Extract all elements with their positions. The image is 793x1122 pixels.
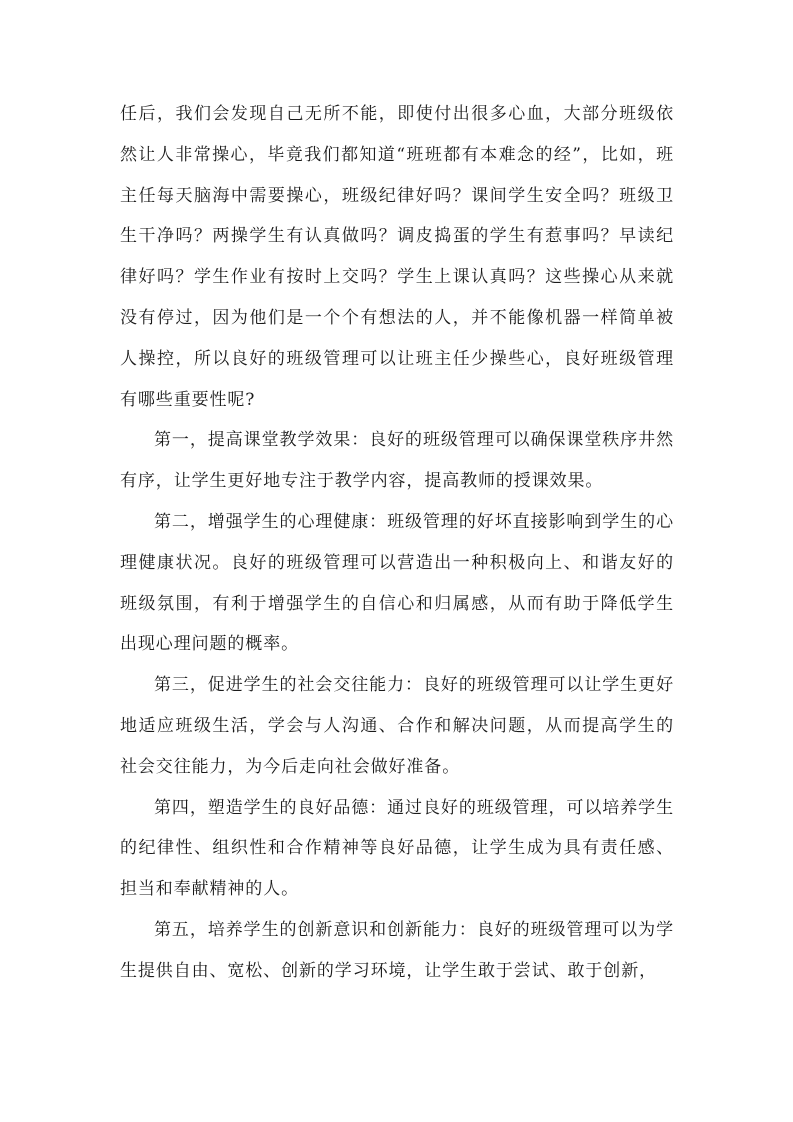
paragraph-point-3: 第三，促进学生的社会交往能力：良好的班级管理可以让学生更好地适应班级生活，学会与人沟通、合作和解决问题，从而提高学生的社会交往能力，为今后走向社会做好准备。 [120,675,674,777]
document-body [120,94,674,992]
paragraph-point-4: 第四，塑造学生的良好品德：通过良好的班级管理，可以培养学生的纪律性、组织性和合作精神等良好品德，让学生成为具有责任感、担当和奉献精神的人。 [120,797,674,900]
paragraph-point-5: 第五，培养学生的创新意识和创新能力：良好的班级管理可以为学生提供自由、宽松、创新的学习环境，让学生敢于尝试、敢于创新， [120,919,674,981]
paragraph-point-1: 第一，提高课堂教学效果：良好的班级管理可以确保课堂秩序井然有序，让学生更好地专注于教学内容，提高教师的授课效果。 [120,430,674,492]
paragraph-point-2: 第二，增强学生的心理健康：班级管理的好坏直接影响到学生的心理健康状况。良好的班级管理可以营造出一种积极向上、和谐友好的班级氛围，有利于增强学生的自信心和归属感，从而有助于降低学生出现心理问题的概率。 [120,511,674,655]
paragraph-continuation: 任后，我们会发现自己无所不能，即使付出很多心血，大部分班级依然让人非常操心，毕竟我们都知道“班班都有本难念的经”，比如，班主任每天脑海中需要操心，班级纪律好吗？课间学生安全吗？班级卫生干净吗？两操学生有认真做吗？调皮捣蛋的学生有惹事吗？早读纪律好吗？学生作业有按时上交吗？学生上课认真吗？这些操心从来就没有停过，因为他们是一个个有想法的人，并不能像机器一样简单被人操控，所以良好的班级管理可以让班主任少操些心，良好班级管理有哪些重要性呢? [120,104,674,410]
